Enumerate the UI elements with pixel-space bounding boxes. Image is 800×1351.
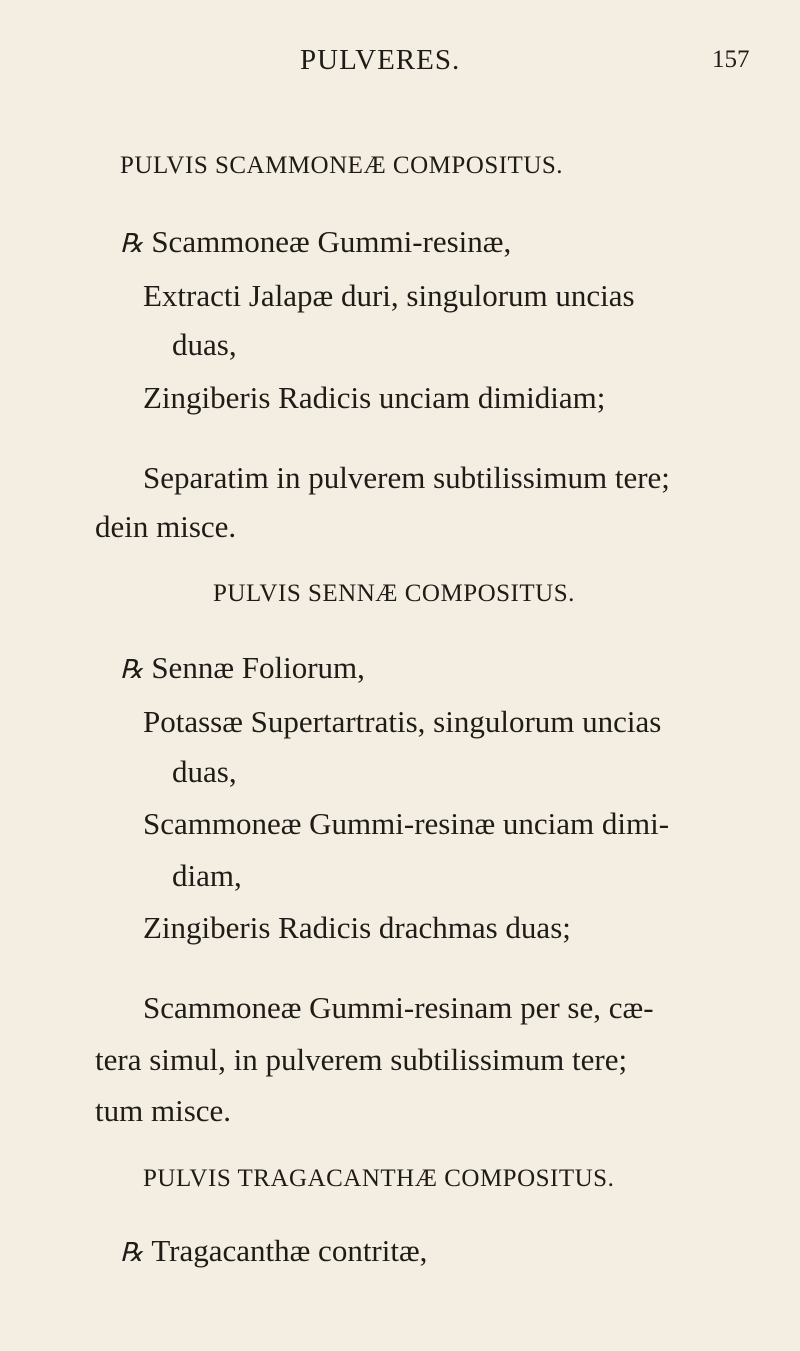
ingredient-line: Extracti Jalapæ duri, singulorum uncias — [143, 278, 635, 313]
ingredient-line — [120, 226, 511, 257]
ingredient-line: duas, — [172, 327, 237, 362]
recipe-symbol: ℞ — [120, 1238, 144, 1267]
direction-line: dein misce. — [95, 509, 237, 544]
section-title-scammoneae: PULVIS SCAMMONEÆ COMPOSITUS. — [120, 152, 564, 179]
section-title-sennae: PULVIS SENNÆ COMPOSITUS. — [213, 580, 575, 607]
ingredient-line: Potassæ Supertartratis, singulorum uncias — [143, 704, 662, 739]
ingredient-line: Scammoneæ Gummi-resinæ unciam dimi- — [143, 806, 670, 841]
section-title-tragacanthae: PULVIS TRAGACANTHÆ COMPOSITUS. — [143, 1165, 615, 1192]
ingredient-text: Tragacanthæ contritæ, — [151, 1233, 428, 1268]
ingredient-text: Sennæ Foliorum, — [151, 650, 365, 685]
ingredient-line: Zingiberis Radicis unciam dimidiam; — [143, 380, 606, 415]
direction-line: tera simul, in pulverem subtilissimum tere; — [95, 1042, 628, 1077]
direction-line: tum misce. — [95, 1093, 232, 1128]
ingredient-text: Scammoneæ Gummi-resinæ, — [151, 224, 512, 259]
ingredient-line: Zingiberis Radicis drachmas duas; — [143, 910, 571, 945]
direction-line: Separatim in pulverem subtilissimum tere; — [143, 460, 670, 495]
ingredient-line — [120, 652, 365, 683]
page-number: 157 — [712, 46, 750, 73]
ingredient-line: duas, — [172, 754, 237, 789]
ingredient-line — [120, 1235, 427, 1266]
running-title: PULVERES. — [300, 44, 461, 76]
running-head — [0, 44, 800, 84]
direction-line: Scammoneæ Gummi-resinam per se, cæ- — [143, 990, 654, 1025]
recipe-symbol: ℞ — [120, 655, 144, 684]
ingredient-line: diam, — [172, 858, 242, 893]
recipe-symbol: ℞ — [120, 229, 144, 258]
